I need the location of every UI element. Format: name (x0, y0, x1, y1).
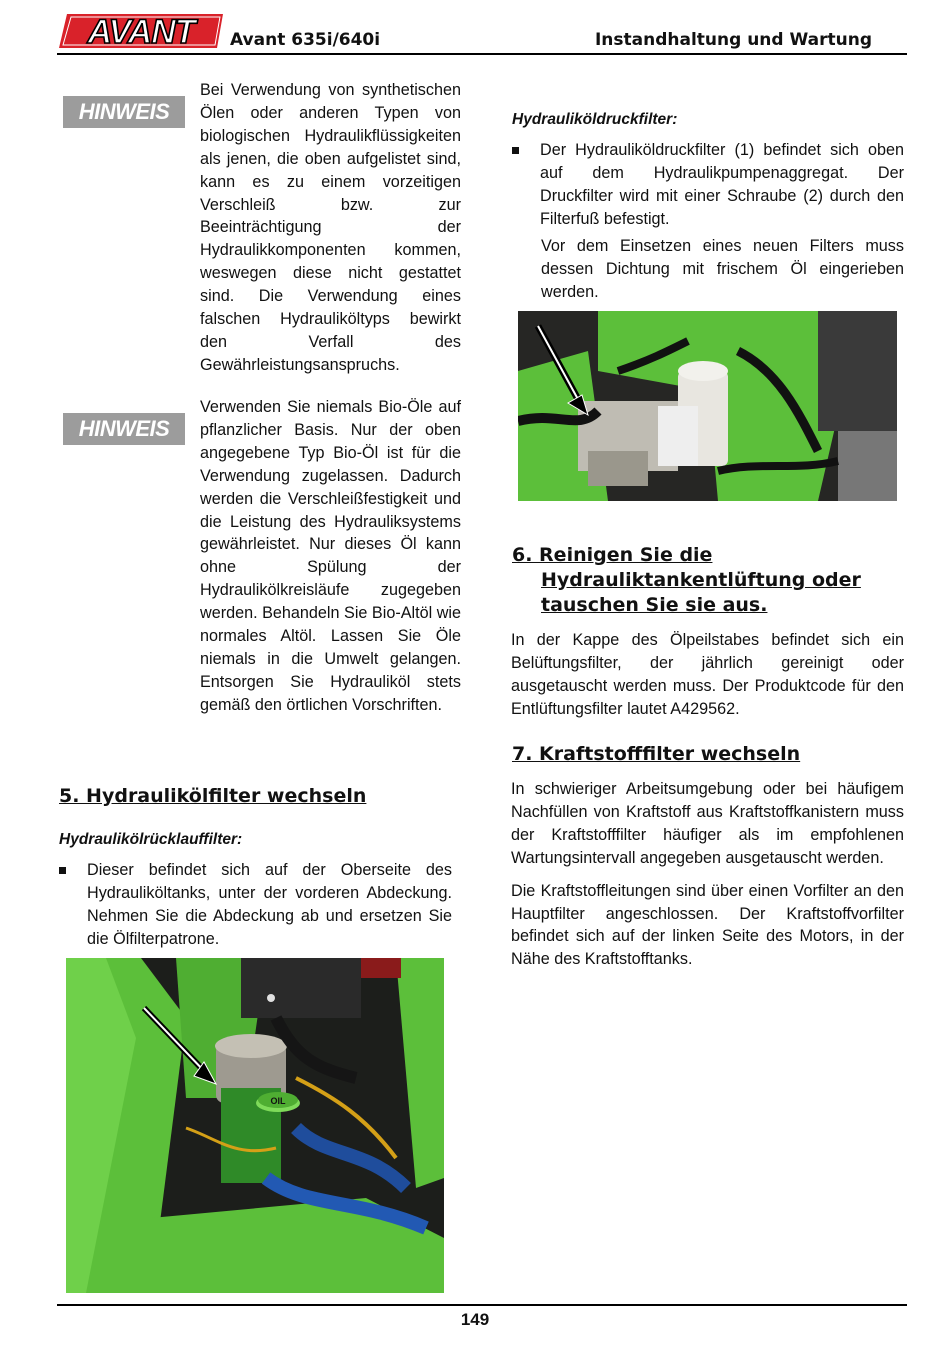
return-filter-subhead: Hydraulikölrücklauffilter: (59, 831, 243, 848)
section-6-title-line: Hydrauliktankentlüftung oder (541, 569, 861, 591)
pump-unit-illustration (518, 311, 897, 501)
notice-text-2 (200, 396, 461, 717)
model-name: Avant 635i/640i (230, 30, 381, 50)
bullet-marker (512, 147, 519, 154)
pressure-filter-subhead: Hydrauliköldruckfilter: (512, 111, 678, 128)
header-rule (57, 53, 907, 55)
section-7-paragraph: Die Kraftstoffleitungen sind über einen Vorfilter an den Hauptfilter angeschlossen. Der Kraftstoffvorfilter befindet sich auf der linken Seite des Motors, in der Nähe des Kraftstofftanks. (511, 881, 904, 969)
return-filter-bullet (59, 859, 452, 951)
notice-text-1 (200, 79, 461, 377)
section-5-title: 5. Hydraulikölfilter wechseln (59, 785, 367, 807)
avant-logo (57, 8, 225, 50)
oil-cap-label: OIL (270, 1096, 286, 1106)
section-7-title: 7. Kraftstofffilter wechseln (512, 743, 801, 765)
notice-paragraph: Bei Verwendung von synthetischen Ölen oder anderen Typen von biologischen Hydraulikflüssigkeiten als jenen, die oben aufgelistet sind, kann es zu einem vorzeitigen Verschleiß bzw. zur Beeinträchtigung der Hydraulikkomponenten kommen, weswegen diese nicht gestattet sind. Die Verwendung eines falschen Hydrauliköltyps bewirkt den Verfall des Gewährleistungsanspruchs. (200, 81, 461, 374)
section-6-text (511, 629, 904, 721)
page-number: 149 (460, 1310, 490, 1329)
section-6-title-line: 6. Reinigen Sie die (512, 544, 713, 566)
note-paragraph: Vor dem Einsetzen eines neuen Filters muss dessen Dichtung mit frischem Öl eingerieben werden. (541, 237, 904, 301)
section-7-text (511, 778, 904, 971)
footer-rule (57, 1304, 907, 1306)
section-name: Instandhaltung und Wartung (594, 30, 872, 50)
bullet-text: Dieser befindet sich auf der Oberseite des Hydrauliköltanks, unter der vorderen Abdeckung. Nehmen Sie die Abdeckung ab und ersetzen Sie die Ölfilterpatrone. (87, 861, 452, 948)
bullet-marker (59, 867, 66, 874)
pressure-filter-note (541, 235, 904, 304)
hinweis-badge: HINWEIS (63, 413, 185, 445)
section-7-paragraph: In schwieriger Arbeitsumgebung oder bei häufigem Nachfüllen von Kraftstoff aus Kraftstoffkanistern muss der Kraftstofffilter häufiger als im empfohlenen Wartungsintervall angegeben ausgetauscht werden. (511, 780, 904, 867)
engine-bay-illustration (66, 958, 444, 1293)
section-6-title-line: tauschen Sie sie aus. (541, 594, 768, 616)
section-6-paragraph: In der Kappe des Ölpeilstabes befindet sich ein Belüftungsfilter, der jährlich gereinigt oder ausgetauscht werden muss. Der Produktcode für den Entlüftungsfilter lautet A429562. (511, 631, 904, 718)
svg-text:AVANT: AVANT (87, 13, 195, 50)
pressure-filter-photo (518, 311, 897, 501)
hinweis-badge: HINWEIS (63, 96, 185, 128)
page-header (0, 0, 950, 60)
pressure-filter-bullet (512, 139, 904, 231)
bullet-text: Der Hydrauliköldruckfilter (1) befindet sich oben auf dem Hydraulikpumpenaggregat. Der Druckfilter wird mit einer Schraube (2) durch den Filterfuß befestigt. (540, 141, 904, 228)
section-6-title (512, 543, 861, 618)
notice-paragraph: Verwenden Sie niemals Bio-Öle auf pflanzlicher Basis. Nur der oben angegebene Typ Bio-Öl ist für die Verwendung zugelassen. Dadurch werden die Verschleißfestigkeit und die Leistung des Hydrauliksystems gewährleistet. Nur dieses Öl kann ohne Spülung der Hydraulikölkreisläufe zugegeben werden. Behandeln Sie Bio-Altöl wie normales Altöl. Lassen Sie Öle niemals in die Umwelt gelangen. Entsorgen Sie Hydrauliköl stets gemäß den örtlichen Vorschriften. (200, 398, 461, 714)
return-filter-photo (66, 958, 444, 1293)
